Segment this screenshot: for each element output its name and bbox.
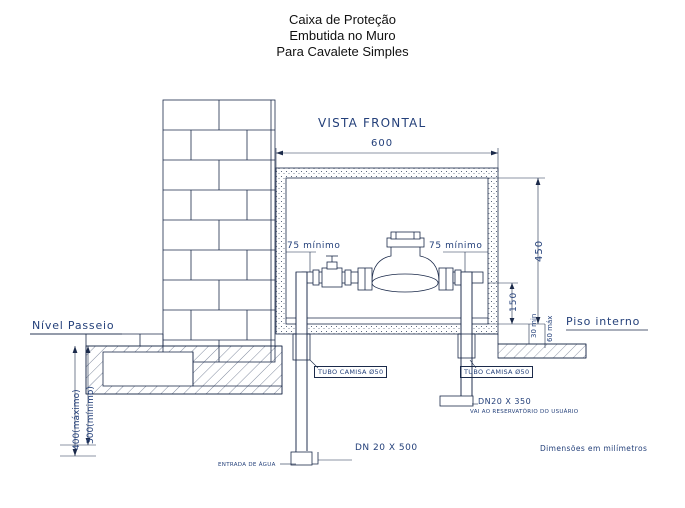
inlet-pipe-assembly [291,256,358,465]
sidewalk-ground [86,346,282,394]
dimension-450: 450 [534,239,545,262]
masonry-wall [163,100,275,362]
label-tubo-camisa-right: TUBO CAMISA Ø50 [460,366,533,378]
dimension-150: 150 [509,291,519,312]
dimension-300-minimo: 300(mínimo) [86,386,96,444]
label-nivel-passeio: Nível Passeio [32,319,115,332]
label-vista-frontal: VISTA FRONTAL [318,116,427,130]
label-75-minimo-right: 75 mínimo [429,241,483,251]
title-line-1: Caixa de Proteção [289,12,396,27]
dimension-60-max: 60 máx [546,315,554,342]
label-entrada-de-agua: ENTRADA DE ÁGUA [218,462,276,468]
label-tubo-camisa-left: TUBO CAMISA Ø50 [314,366,387,378]
label-vai-ao-reservatorio: VAI AO RESERVATÓRIO DO USUÁRIO [470,409,579,415]
dimension-600: 600 [371,138,394,149]
label-75-minimo-left: 75 mínimo [287,241,341,251]
dimension-400-maximo: 400(máximo) [72,389,82,450]
label-dn20x350: DN20 X 350 [478,397,532,406]
label-piso-interno: Piso interno [566,315,641,328]
title-line-2: Embutida no Muro [289,28,396,43]
label-dn20x500: DN 20 X 500 [355,443,418,453]
label-dimensoes-milimetros: Dimensões em milímetros [540,444,648,453]
dimension-30-min: 30 min [530,313,538,338]
title-line-3: Para Cavalete Simples [276,44,409,59]
